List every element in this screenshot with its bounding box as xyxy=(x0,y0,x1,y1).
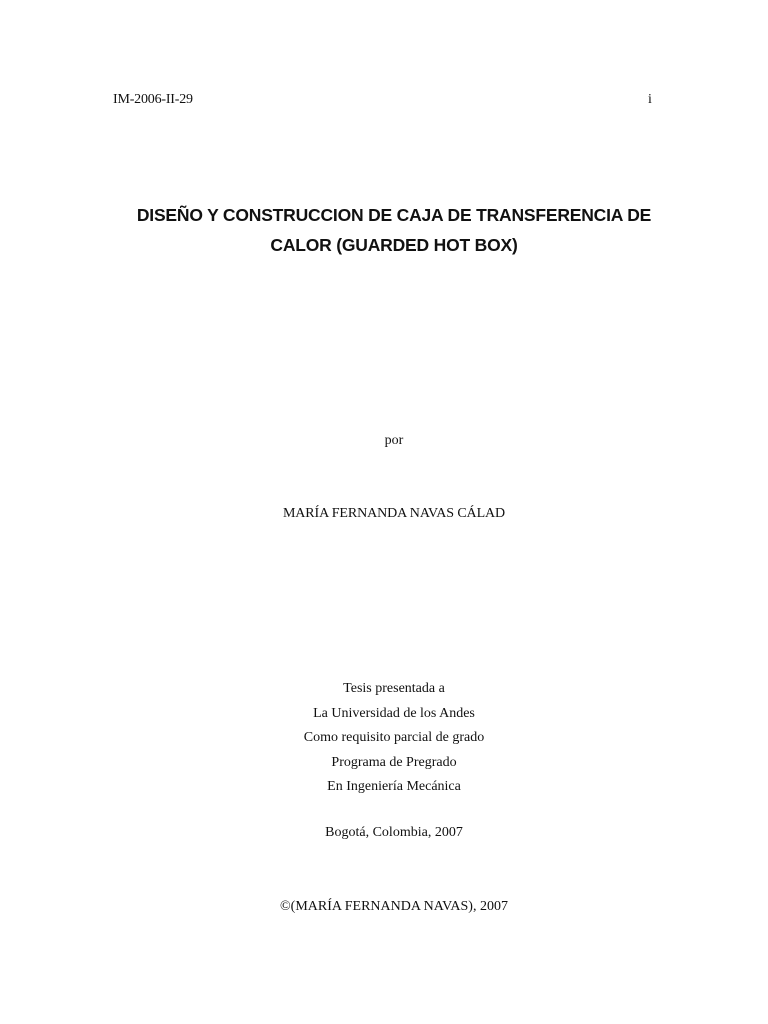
title-line-2: CALOR (GUARDED HOT BOX) xyxy=(270,235,518,255)
page-number: i xyxy=(648,92,652,107)
thesis-line-3: Como requisito parcial de grado xyxy=(303,730,485,745)
title-line-1: DISEÑO Y CONSTRUCCION DE CAJA DE TRANSFERENCIA DE xyxy=(136,205,652,225)
thesis-line-5: En Ingeniería Mecánica xyxy=(327,779,461,794)
thesis-line-1: Tesis presentada a xyxy=(343,681,445,696)
thesis-line-2: La Universidad de los Andes xyxy=(313,705,475,721)
by-label: por xyxy=(384,433,404,448)
document-id: IM-2006-II-29 xyxy=(113,92,193,107)
copyright-notice: ©(MARÍA FERNANDA NAVAS), 2007 xyxy=(280,899,508,914)
thesis-line-4: Programa de Pregrado xyxy=(331,754,457,770)
thesis-title xyxy=(84,200,704,260)
author-name: MARÍA FERNANDA NAVAS CÁLAD xyxy=(282,506,506,521)
place-date: Bogotá, Colombia, 2007 xyxy=(325,825,463,840)
thesis-statement xyxy=(0,677,768,800)
